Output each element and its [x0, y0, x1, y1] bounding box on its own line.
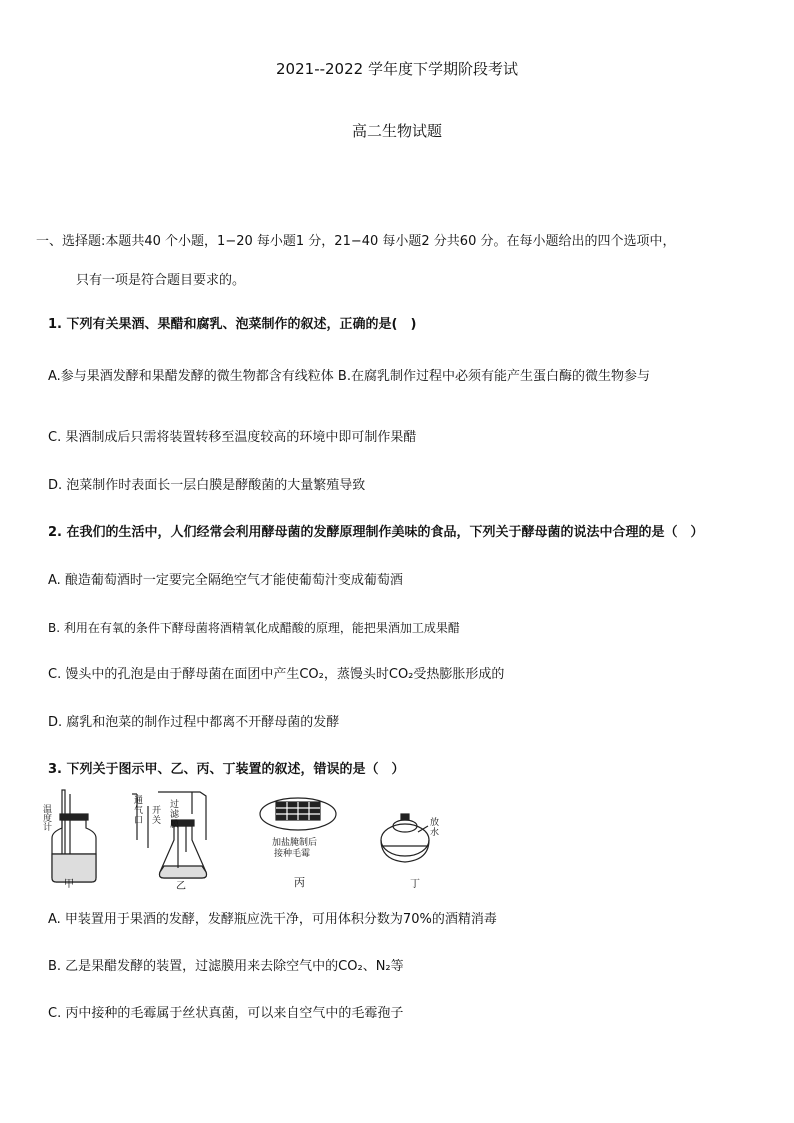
exam-title: 2021--2022 学年度下学期阶段考试	[276, 60, 518, 78]
question-3-option-c: C. 丙中接种的毛霉属于丝状真菌，可以来自空气中的毛霉孢子	[48, 1006, 404, 1021]
label-tofu: 加盐腌制后	[272, 838, 318, 848]
caption-bing: 丙	[294, 876, 305, 889]
question-3-option-b: B. 乙是果醋发酵的装置，过滤膜用来去除空气中的CO₂、N₂等	[48, 959, 404, 974]
question-2-stem: 2. 在我们的生活中，人们经常会利用酵母菌的发酵原理制作美味的食品，下列关于酵母菌的说法中合理的是（ ）	[48, 525, 704, 540]
section-instruction-line1: 一、选择题:本题共40 个小题，1−20 每小题1 分，21−40 每小题2 分共60 分。在每小题给出的四个选项中，	[36, 234, 676, 249]
label-switch: 开关	[152, 806, 162, 826]
question-3-stem: 3. 下列关于图示甲、乙、丙、丁装置的叙述，错误的是（ ）	[48, 762, 405, 777]
apparatus-ding	[381, 814, 429, 862]
apparatus-jia	[41, 790, 96, 882]
caption-ding: 丁	[410, 879, 420, 890]
question-1-option-c: C. 果酒制成后只需将装置转移至温度较高的环境中即可制作果醋	[48, 430, 417, 445]
label-water: 放水	[430, 818, 440, 838]
question-1-option-d: D. 泡菜制作时表面长一层白膜是酵酸菌的大量繁殖导致	[48, 478, 366, 493]
question-1-option-ab: A.参与果酒发酵和果醋发酵的微生物都含有线粒体 B.在腐乳制作过程中必须有能产生蛋白酶的微生物参与	[48, 369, 650, 384]
apparatus-bing	[260, 798, 336, 830]
caption-yi: 乙	[176, 881, 186, 892]
question-1-stem: 1. 下列有关果酒、果醋和腐乳、泡菜制作的叙述，正确的是( )	[48, 317, 417, 332]
question-2-option-c: C. 馒头中的孔泡是由于酵母菌在面团中产生CO₂，蒸馒头时CO₂受热膨胀形成的	[48, 667, 505, 682]
label-vent: 通气口	[134, 796, 144, 826]
label-tofu-2: 接种毛霉	[274, 849, 311, 859]
label-filter: 过滤膜	[170, 800, 180, 830]
question-3-option-a: A. 甲装置用于果酒的发酵，发酵瓶应洗干净，可用体积分数为70%的酒精消毒	[48, 912, 497, 927]
caption-jia: 甲	[64, 879, 74, 890]
section-instruction-line2: 只有一项是符合题目要求的。	[76, 273, 246, 288]
question-2-option-b: B. 利用在有氧的条件下酵母菌将酒精氧化成醋酸的原理，能把果酒加工成果醋	[48, 621, 460, 635]
question-2-option-d: D. 腐乳和泡菜的制作过程中都离不开酵母菌的发酵	[48, 715, 340, 730]
question-2-option-a: A. 酿造葡萄酒时一定要完全隔绝空气才能使葡萄汁变成葡萄酒	[48, 573, 403, 588]
subject-title: 高二生物试题	[351, 122, 442, 140]
thermometer-label: 温度计	[41, 804, 51, 831]
apparatus-figure	[40, 788, 440, 892]
